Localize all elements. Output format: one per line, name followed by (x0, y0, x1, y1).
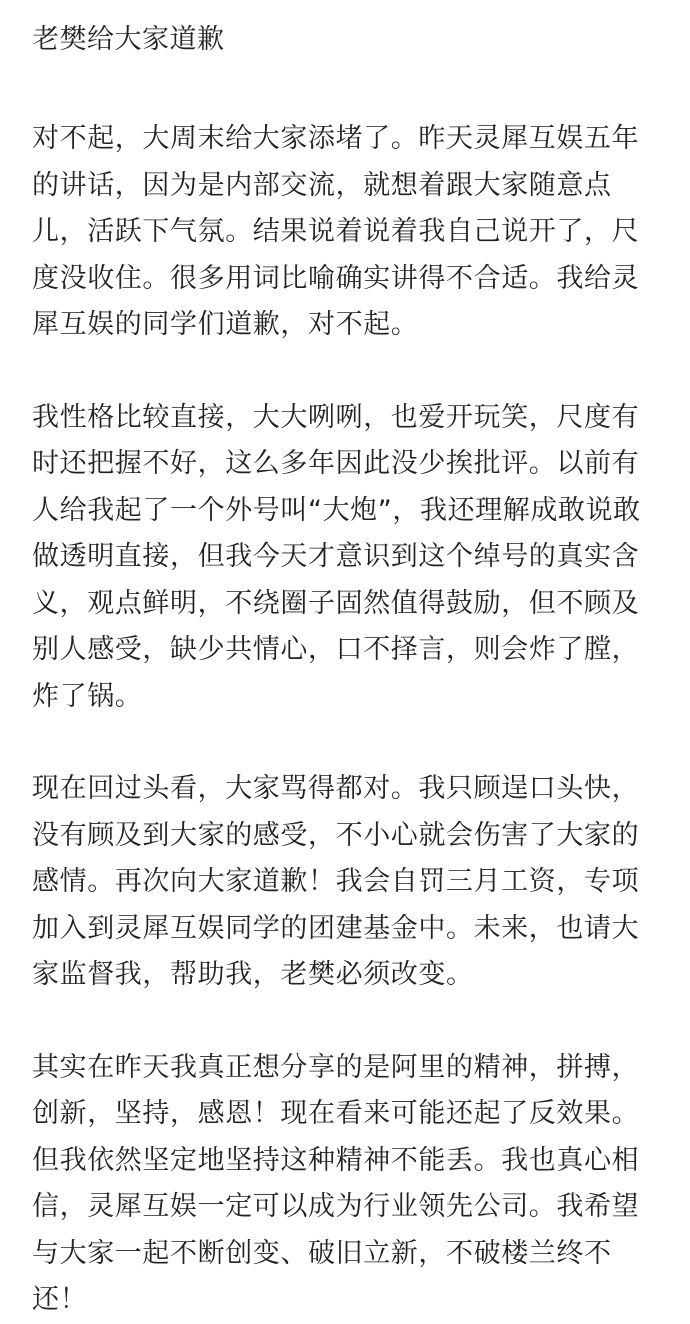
text-line: 没有顾及到大家的感受，不小心就会伤害了大家的 (32, 819, 640, 851)
paragraph-1 (32, 116, 670, 349)
text-line: 还！ (32, 1284, 88, 1315)
text-line: 家监督我，帮助我，老樊必须改变。 (32, 959, 474, 990)
text-line: 时还把握不好，这么多年因此没少挨批评。以前有 (32, 448, 640, 479)
paragraph-2 (32, 395, 670, 721)
text-line: 我性格比较直接，大大咧咧，也爱开玩笑，尺度有 (32, 401, 640, 433)
text-line: 度没收住。很多用词比喻确实讲得不合适。我给灵 (32, 262, 640, 294)
text-line: 做透明直接，但我今天才意识到这个绰号的真实含 (32, 541, 640, 572)
text-line: 感情。再次向大家道歉！我会自罚三月工资，专项 (32, 866, 640, 897)
text-line: 与大家一起不断创变、破旧立新，不破楼兰终不 (32, 1237, 612, 1269)
text-line: 但我依然坚定地坚持这种精神不能丢。我也真心相 (32, 1144, 640, 1176)
text-line: 创新，坚持，感恩！现在看来可能还起了反效果。 (32, 1098, 640, 1129)
text-line: 其实在昨天我真正想分享的是阿里的精神，拼搏， (32, 1051, 640, 1083)
text-line: 义，观点鲜明，不绕圈子固然值得鼓励，但不顾及 (32, 587, 640, 619)
text-line: 的讲话，因为是内部交流，就想着跟大家随意点 (32, 169, 612, 201)
text-line: 现在回过头看，大家骂得都对。我只顾逞口头快， (32, 773, 640, 804)
text-line: 炸了锅。 (32, 680, 143, 712)
paragraph-3 (32, 766, 670, 999)
text-line: 别人感受，缺少共情心，口不择言，则会炸了膛， (32, 634, 640, 665)
letter-title: 老樊给大家道歉 (32, 24, 225, 55)
text-line: 儿，活跃下气氛。结果说着说着我自己说开了，尺 (32, 216, 640, 247)
paragraph-4 (32, 1045, 670, 1324)
text-line: 人给我起了一个外号叫“大炮”，我还理解成敢说敢 (32, 494, 641, 526)
text-line: 信，灵犀互娱一定可以成为行业领先公司。我希望 (32, 1191, 640, 1222)
text-line: 犀互娱的同学们道歉，对不起。 (32, 309, 419, 340)
text-line: 加入到灵犀互娱同学的团建基金中。未来，也请大 (32, 912, 640, 944)
text-line: 对不起，大周末给大家添堵了。昨天灵犀互娱五年 (32, 123, 640, 154)
